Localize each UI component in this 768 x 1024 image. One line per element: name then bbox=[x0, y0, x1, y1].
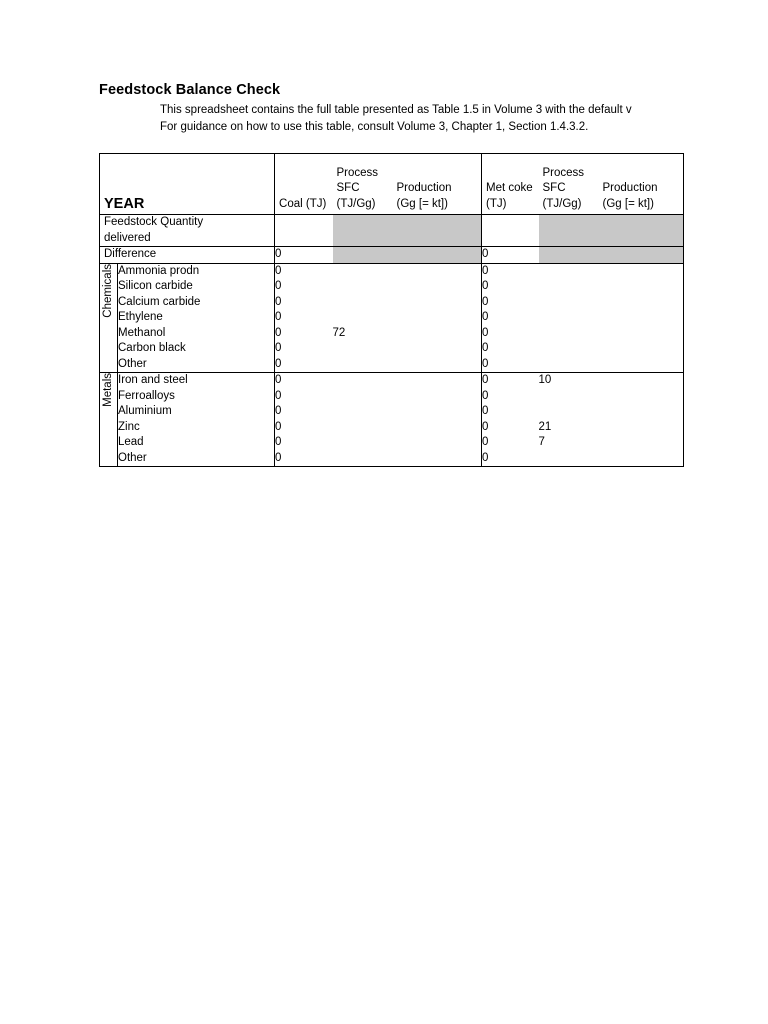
cell-sfc-coal bbox=[333, 404, 393, 420]
table-row bbox=[100, 295, 684, 311]
cell-metcoke-feedstock bbox=[482, 215, 539, 247]
cell-prod-coke-difference bbox=[599, 247, 684, 264]
cell-sfc-coal bbox=[333, 373, 393, 389]
table-row bbox=[100, 389, 684, 405]
cell-coal: 0 bbox=[275, 357, 282, 370]
cell-prod-coal bbox=[393, 341, 482, 357]
header-process-sfc-coal: Process SFC (TJ/Gg) bbox=[336, 166, 379, 210]
cell-sfc-coke bbox=[539, 295, 599, 311]
cell-coal: 0 bbox=[275, 263, 333, 279]
row-label-calcium-carbide: Calcium carbide bbox=[118, 295, 275, 311]
intro-line-2: For guidance on how to use this table, consult Volume 3, Chapter 1, Section 1.4.3.2. bbox=[160, 121, 589, 133]
header-production-coal: Production (Gg [= kt]) bbox=[396, 182, 452, 210]
cell-prod-coke-feedstock bbox=[599, 215, 684, 247]
cell-prod-coke bbox=[599, 435, 684, 451]
cell-sfc-coke bbox=[539, 310, 599, 326]
row-difference bbox=[100, 247, 684, 264]
table-row bbox=[100, 435, 684, 451]
row-label-aluminium: Aluminium bbox=[118, 404, 275, 420]
row-label-other-chemicals: Other bbox=[118, 357, 275, 373]
cell-prod-coke bbox=[599, 295, 684, 311]
group-label-chemicals: Chemicals bbox=[100, 263, 118, 373]
row-label-silicon-carbide: Silicon carbide bbox=[118, 279, 275, 295]
table-row bbox=[100, 420, 684, 436]
cell-prod-coal bbox=[393, 389, 482, 405]
cell-metcoke: 0 bbox=[482, 280, 489, 292]
cell-prod-coke bbox=[599, 263, 684, 279]
cell-sfc-coke-difference bbox=[539, 247, 599, 264]
row-label-carbon-black: Carbon black bbox=[118, 341, 275, 357]
cell-sfc-coal bbox=[333, 357, 393, 373]
cell-prod-coal bbox=[393, 326, 482, 342]
cell-prod-coal bbox=[393, 435, 482, 451]
cell-coal: 0 bbox=[275, 405, 282, 417]
row-label-line-2: delivered bbox=[104, 231, 151, 244]
cell-prod-coke bbox=[599, 451, 684, 467]
row-label-zinc: Zinc bbox=[118, 420, 275, 436]
cell-metcoke: 0 bbox=[482, 311, 489, 323]
cell-prod-coal bbox=[393, 404, 482, 420]
header-process-sfc-coke: Process SFC (TJ/Gg) bbox=[542, 166, 585, 210]
cell-prod-coke bbox=[599, 326, 684, 342]
row-label-other-metals: Other bbox=[118, 451, 275, 467]
cell-prod-coal bbox=[393, 279, 482, 295]
cell-coal: 0 bbox=[275, 326, 282, 339]
cell-prod-coal bbox=[393, 357, 482, 373]
cell-metcoke: 0 bbox=[482, 295, 489, 308]
header-met-coke: Met coke (TJ) bbox=[486, 182, 533, 210]
cell-sfc-coal bbox=[333, 420, 393, 436]
cell-metcoke-difference: 0 bbox=[482, 247, 539, 264]
header-production-coke: Production (Gg [= kt]) bbox=[602, 182, 658, 210]
cell-coal: 0 bbox=[275, 389, 282, 402]
cell-prod-coal-feedstock bbox=[393, 215, 482, 247]
cell-sfc-coal bbox=[333, 263, 393, 279]
cell-sfc-coke: 21 bbox=[538, 420, 552, 433]
page-title: Feedstock Balance Check bbox=[99, 82, 281, 98]
cell-coal-feedstock bbox=[275, 215, 333, 247]
cell-coal: 0 bbox=[275, 451, 333, 467]
cell-sfc-coal-feedstock bbox=[333, 215, 393, 247]
cell-prod-coal bbox=[393, 295, 482, 311]
cell-prod-coal bbox=[393, 451, 482, 467]
cell-metcoke: 0 bbox=[482, 405, 489, 417]
row-label-ethylene: Ethylene bbox=[118, 310, 275, 326]
table-row bbox=[100, 326, 684, 342]
cell-coal-difference: 0 bbox=[275, 247, 333, 264]
cell-sfc-coal bbox=[333, 435, 393, 451]
intro-line-1: This spreadsheet contains the full table presented as Table 1.5 in Volume 3 with the default v bbox=[160, 104, 632, 116]
row-label-line-1: Feedstock Quantity bbox=[104, 216, 204, 228]
table-row bbox=[100, 310, 684, 326]
row-label-iron-and-steel: Iron and steel bbox=[118, 373, 275, 389]
table-row bbox=[100, 341, 684, 357]
row-label-difference: Difference bbox=[104, 248, 157, 260]
cell-metcoke: 0 bbox=[482, 326, 489, 339]
cell-metcoke: 0 bbox=[482, 342, 489, 354]
cell-sfc-coke bbox=[539, 326, 599, 342]
cell-prod-coke bbox=[599, 310, 684, 326]
cell-sfc-coal bbox=[333, 279, 393, 295]
table-row bbox=[100, 451, 684, 467]
cell-metcoke: 0 bbox=[482, 436, 489, 448]
header-coal: Coal (TJ) bbox=[279, 197, 327, 210]
cell-sfc-coke: 7 bbox=[538, 436, 545, 448]
cell-sfc-coke bbox=[539, 341, 599, 357]
cell-sfc-coke bbox=[539, 389, 599, 405]
cell-prod-coal bbox=[393, 310, 482, 326]
cell-sfc-coal bbox=[333, 310, 393, 326]
cell-prod-coal bbox=[393, 373, 482, 389]
cell-sfc-coke bbox=[539, 357, 599, 373]
cell-prod-coke bbox=[599, 373, 684, 389]
cell-prod-coke bbox=[599, 341, 684, 357]
cell-prod-coke bbox=[599, 389, 684, 405]
cell-sfc-coke: 10 bbox=[539, 373, 599, 389]
cell-sfc-coal: 72 bbox=[332, 326, 346, 339]
table-row bbox=[100, 263, 684, 279]
group-label-metals: Metals bbox=[100, 373, 118, 467]
cell-sfc-coke bbox=[539, 263, 599, 279]
cell-sfc-coke-feedstock bbox=[539, 215, 599, 247]
cell-coal: 0 bbox=[275, 420, 282, 433]
cell-sfc-coke bbox=[539, 451, 599, 467]
cell-prod-coke bbox=[599, 357, 684, 373]
cell-coal: 0 bbox=[275, 373, 333, 389]
cell-metcoke: 0 bbox=[482, 373, 539, 389]
table-row bbox=[100, 357, 684, 373]
cell-metcoke: 0 bbox=[482, 263, 539, 279]
header-year: YEAR bbox=[104, 195, 145, 212]
row-label-lead: Lead bbox=[118, 435, 275, 451]
cell-sfc-coal bbox=[333, 295, 393, 311]
table-row bbox=[100, 279, 684, 295]
cell-sfc-coal-difference bbox=[333, 247, 393, 264]
cell-sfc-coal bbox=[333, 389, 393, 405]
cell-prod-coke bbox=[599, 279, 684, 295]
row-label-methanol: Methanol bbox=[118, 326, 275, 342]
feedstock-balance-table bbox=[99, 153, 684, 467]
cell-metcoke: 0 bbox=[482, 451, 539, 467]
cell-metcoke: 0 bbox=[482, 420, 489, 433]
row-label-ferroalloys: Ferroalloys bbox=[118, 389, 275, 405]
table-header-row bbox=[100, 154, 684, 215]
cell-sfc-coal bbox=[333, 451, 393, 467]
table-row bbox=[100, 404, 684, 420]
cell-sfc-coke bbox=[539, 404, 599, 420]
cell-metcoke: 0 bbox=[482, 389, 489, 402]
cell-coal: 0 bbox=[275, 280, 282, 292]
cell-prod-coke bbox=[599, 420, 684, 436]
row-feedstock-quantity-delivered bbox=[100, 215, 684, 247]
table-row bbox=[100, 373, 684, 389]
cell-coal: 0 bbox=[275, 295, 282, 308]
cell-coal: 0 bbox=[275, 342, 282, 354]
cell-metcoke: 0 bbox=[482, 357, 489, 370]
cell-prod-coal-difference bbox=[393, 247, 482, 264]
cell-sfc-coal bbox=[333, 341, 393, 357]
cell-sfc-coke bbox=[539, 279, 599, 295]
cell-prod-coal bbox=[393, 263, 482, 279]
cell-prod-coal bbox=[393, 420, 482, 436]
row-label-ammonia-prodn: Ammonia prodn bbox=[118, 263, 275, 279]
cell-coal: 0 bbox=[275, 436, 282, 448]
cell-prod-coke bbox=[599, 404, 684, 420]
cell-coal: 0 bbox=[275, 311, 282, 323]
